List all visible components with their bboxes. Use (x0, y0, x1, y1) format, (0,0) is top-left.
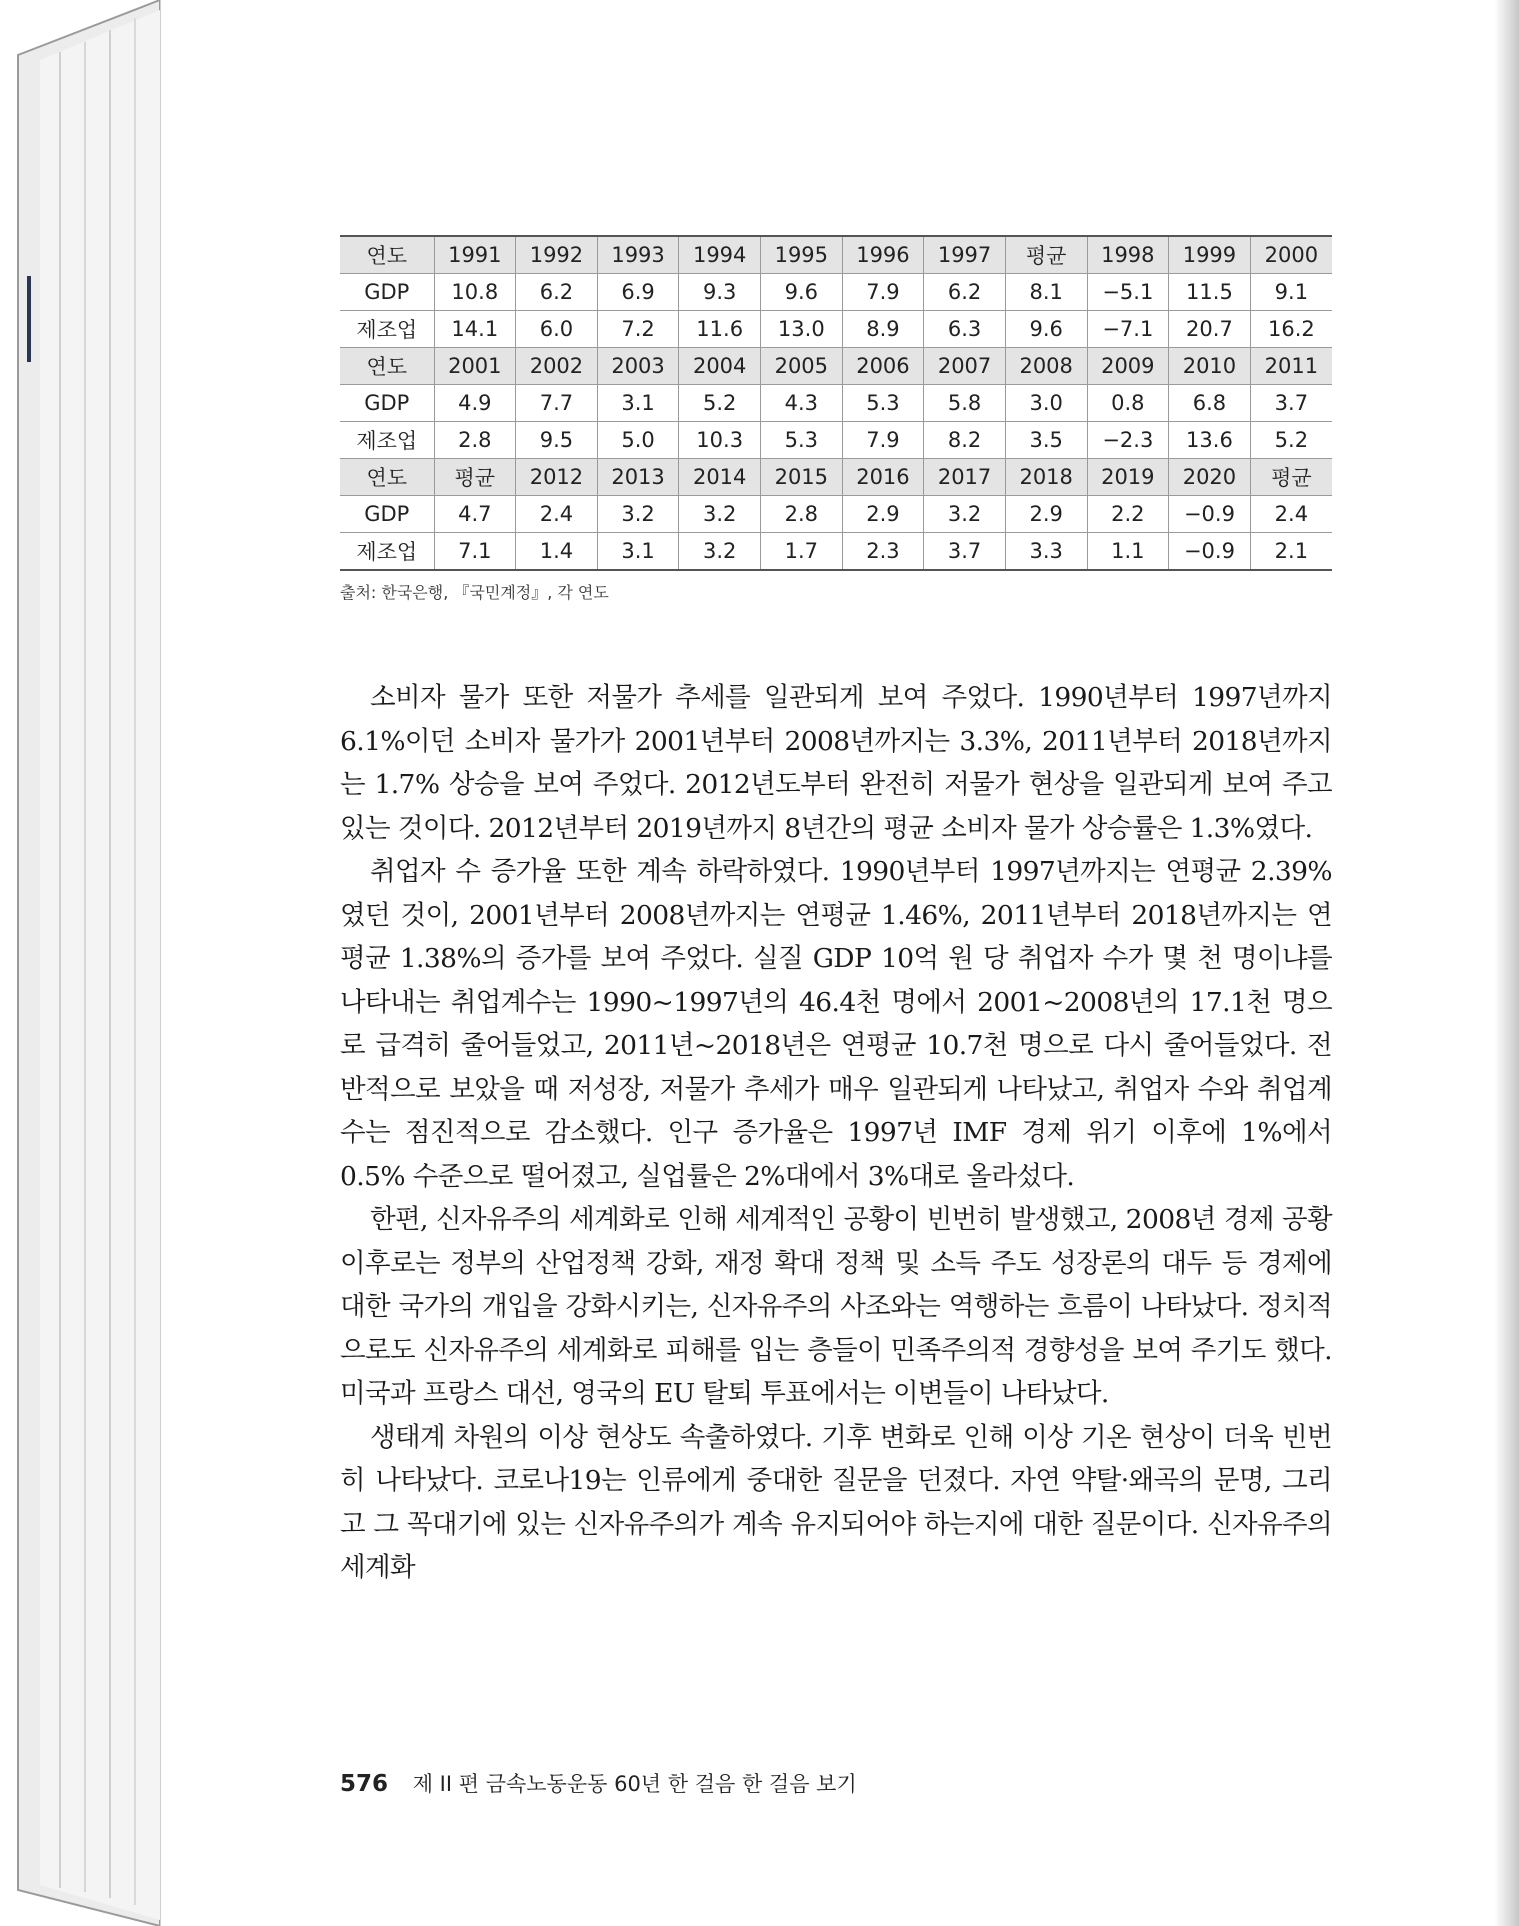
table-header-row (340, 236, 1332, 274)
table-cell: 2.2 (1087, 496, 1169, 533)
table-cell: 2014 (679, 459, 761, 496)
table-cell: 16.2 (1250, 311, 1332, 348)
table-cell: 3.2 (679, 533, 761, 571)
paragraph: 생태계 차원의 이상 현상도 속출하였다. 기후 변화로 인해 이상 기온 현상이 더욱 빈번히 나타났다. 코로나19는 인류에게 중대한 질문을 던졌다. 자연 약탈·왜곡의 문명, 그리고 그 꼭대기에 있는 신자유주의가 계속 유지되어야 하는지에 대한 질문이다. 신자유주의 세계화 (340, 1421, 1332, 1583)
row-label-cell: 제조업 (340, 422, 434, 459)
table-cell: 7.9 (842, 422, 924, 459)
table-cell: 1.1 (1087, 533, 1169, 571)
table-cell: 2.3 (842, 533, 924, 571)
table-cell: 10.8 (434, 274, 516, 311)
table-cell: 2009 (1087, 348, 1169, 385)
table-cell: 3.3 (1005, 533, 1087, 571)
table-cell: −2.3 (1087, 422, 1169, 459)
table-cell: 5.2 (679, 385, 761, 422)
table-cell: 3.0 (1005, 385, 1087, 422)
table-cell: 2002 (516, 348, 598, 385)
table-cell: 6.9 (597, 274, 679, 311)
table-cell: 9.6 (1005, 311, 1087, 348)
table-cell: 2.8 (761, 496, 843, 533)
table-cell: 5.2 (1250, 422, 1332, 459)
table-cell: 6.3 (924, 311, 1006, 348)
table-cell: 4.3 (761, 385, 843, 422)
row-label-cell: GDP (340, 274, 434, 311)
table-cell: −5.1 (1087, 274, 1169, 311)
table-cell: 2012 (516, 459, 598, 496)
table-row (340, 274, 1332, 311)
table-row (340, 385, 1332, 422)
table-cell: 5.8 (924, 385, 1006, 422)
row-label-cell: 연도 (340, 459, 434, 496)
table-cell: 5.3 (761, 422, 843, 459)
row-label-cell: 연도 (340, 236, 434, 274)
table-cell: 7.2 (597, 311, 679, 348)
table-cell: 3.2 (597, 496, 679, 533)
table-cell: 8.2 (924, 422, 1006, 459)
table-cell: 20.7 (1169, 311, 1251, 348)
table-cell: 2004 (679, 348, 761, 385)
table-row (340, 496, 1332, 533)
table-cell: 1997 (924, 236, 1006, 274)
table-cell: 3.1 (597, 533, 679, 571)
table-cell: 13.6 (1169, 422, 1251, 459)
table-cell: 2008 (1005, 348, 1087, 385)
table-cell: 2.4 (516, 496, 598, 533)
spine-bookmark-mark (27, 276, 31, 362)
table-cell: 3.2 (924, 496, 1006, 533)
table-cell: 2019 (1087, 459, 1169, 496)
table-cell: 2016 (842, 459, 924, 496)
table-cell: 0.8 (1087, 385, 1169, 422)
table-cell: 2.9 (842, 496, 924, 533)
paragraph: 취업자 수 증가율 또한 계속 하락하였다. 1990년부터 1997년까지는 연평균 2.39%였던 것이, 2001년부터 2008년까지는 연평균 1.46%, 2011년부터 2018년까지는 연평균 1.38%의 증가를 보여 주었다. 실질 GDP 10억 원 당 취업자 수가 몇 천 명이냐를 나타내는 취업계수는 1990~1997년의 46.4천 명에서 2001~2008년의 17.1천 명으로 급격히 줄어들었고, 2011년~2018년은 연평균 10.7천 명으로 다시 줄어들었다. 전반적으로 보았을 때 저성장, 저물가 추세가 매우 일관되게 나타났고, 취업자 수와 취업계수는 점진적으로 감소했다. 인구 증가율은 1997년 IMF 경제 위기 이후에 1%에서 0.5% 수준으로 떨어졌고, 실업률은 2%대에서 3%대로 올라섰다. (340, 856, 1332, 1192)
table-cell: 1998 (1087, 236, 1169, 274)
table-source-note: 출처: 한국은행, 『국민계정』, 각 연도 (340, 583, 609, 602)
table-cell: 11.6 (679, 311, 761, 348)
table-cell: 2007 (924, 348, 1006, 385)
table-cell: 2003 (597, 348, 679, 385)
table-cell: 10.3 (679, 422, 761, 459)
table-cell: 2010 (1169, 348, 1251, 385)
table-cell: 13.0 (761, 311, 843, 348)
table-cell: 2.4 (1250, 496, 1332, 533)
table-cell: 2015 (761, 459, 843, 496)
table-cell: 3.2 (679, 496, 761, 533)
table-cell: 6.8 (1169, 385, 1251, 422)
table-row (340, 422, 1332, 459)
table-cell: 11.5 (1169, 274, 1251, 311)
table-cell: 4.7 (434, 496, 516, 533)
table-header-row (340, 348, 1332, 385)
table-cell: 3.7 (924, 533, 1006, 571)
table-cell: 7.9 (842, 274, 924, 311)
table-cell: −0.9 (1169, 496, 1251, 533)
table-cell: 9.5 (516, 422, 598, 459)
table-cell: 4.9 (434, 385, 516, 422)
table-cell: 6.2 (516, 274, 598, 311)
table-cell: 2020 (1169, 459, 1251, 496)
table-cell: 9.1 (1250, 274, 1332, 311)
table-cell: 1994 (679, 236, 761, 274)
table-cell: 5.0 (597, 422, 679, 459)
table-cell: 2.8 (434, 422, 516, 459)
page-footer (340, 1768, 857, 1798)
table-cell: 3.5 (1005, 422, 1087, 459)
table-cell: 8.9 (842, 311, 924, 348)
table-cell: 2018 (1005, 459, 1087, 496)
paragraph: 소비자 물가 또한 저물가 추세를 일관되게 보여 주었다. 1990년부터 1997년까지 6.1%이던 소비자 물가가 2001년부터 2008년까지는 3.3%, 2011년부터 2018년까지는 1.7% 상승을 보여 주었다. 2012년도부터 완전히 저물가 현상을 일관되게 보여 주고 있는 것이다. 2012년부터 2019년까지 8년간의 평균 소비자 물가 상승률은 1.3%였다. (340, 682, 1332, 844)
table-cell: 1996 (842, 236, 924, 274)
table-row (340, 533, 1332, 571)
row-label-cell: GDP (340, 385, 434, 422)
table-cell: 2000 (1250, 236, 1332, 274)
table-cell: 2001 (434, 348, 516, 385)
table-cell: −7.1 (1087, 311, 1169, 348)
row-label-cell: 연도 (340, 348, 434, 385)
table-cell: 2.1 (1250, 533, 1332, 571)
body-text (340, 676, 1332, 1590)
table-header-row (340, 459, 1332, 496)
table-cell: 8.1 (1005, 274, 1087, 311)
table-row (340, 311, 1332, 348)
table-cell: 5.3 (842, 385, 924, 422)
row-label-cell: 제조업 (340, 533, 434, 571)
table-cell: 평균 (434, 459, 516, 496)
table-cell: 2013 (597, 459, 679, 496)
table-cell: 평균 (1005, 236, 1087, 274)
row-label-cell: GDP (340, 496, 434, 533)
growth-rate-table (340, 235, 1332, 571)
table-cell: 9.6 (761, 274, 843, 311)
page-edge-shadow (1494, 0, 1519, 1926)
table-cell: −0.9 (1169, 533, 1251, 571)
table-cell: 7.1 (434, 533, 516, 571)
table-cell: 1993 (597, 236, 679, 274)
table-cell: 3.7 (1250, 385, 1332, 422)
table-cell: 2006 (842, 348, 924, 385)
running-title: 제 II 편 금속노동운동 60년 한 걸음 한 걸음 보기 (412, 1772, 857, 1796)
table-cell: 2017 (924, 459, 1006, 496)
table-cell: 9.3 (679, 274, 761, 311)
table-cell: 1.4 (516, 533, 598, 571)
table-cell: 1992 (516, 236, 598, 274)
table-cell: 14.1 (434, 311, 516, 348)
table-cell: 2005 (761, 348, 843, 385)
table-cell: 7.7 (516, 385, 598, 422)
table-cell: 2011 (1250, 348, 1332, 385)
page-number: 576 (340, 1771, 389, 1797)
table-cell: 6.2 (924, 274, 1006, 311)
table-cell: 평균 (1250, 459, 1332, 496)
table-cell: 1.7 (761, 533, 843, 571)
paragraph: 한편, 신자유주의 세계화로 인해 세계적인 공황이 빈번히 발생했고, 2008년 경제 공황 이후로는 정부의 산업정책 강화, 재정 확대 정책 및 소득 주도 성장론의 대두 등 경제에 대한 국가의 개입을 강화시키는, 신자유주의 사조와는 역행하는 흐름이 나타났다. 정치적으로도 신자유주의 세계화로 피해를 입는 층들이 민족주의적 경향성을 보여 주기도 했다. 미국과 프랑스 대선, 영국의 EU 탈퇴 투표에서는 이변들이 나타났다. (340, 1204, 1332, 1409)
table-cell: 1999 (1169, 236, 1251, 274)
table-cell: 2.9 (1005, 496, 1087, 533)
table-cell: 1991 (434, 236, 516, 274)
table-cell: 6.0 (516, 311, 598, 348)
table-cell: 1995 (761, 236, 843, 274)
row-label-cell: 제조업 (340, 311, 434, 348)
table-cell: 3.1 (597, 385, 679, 422)
